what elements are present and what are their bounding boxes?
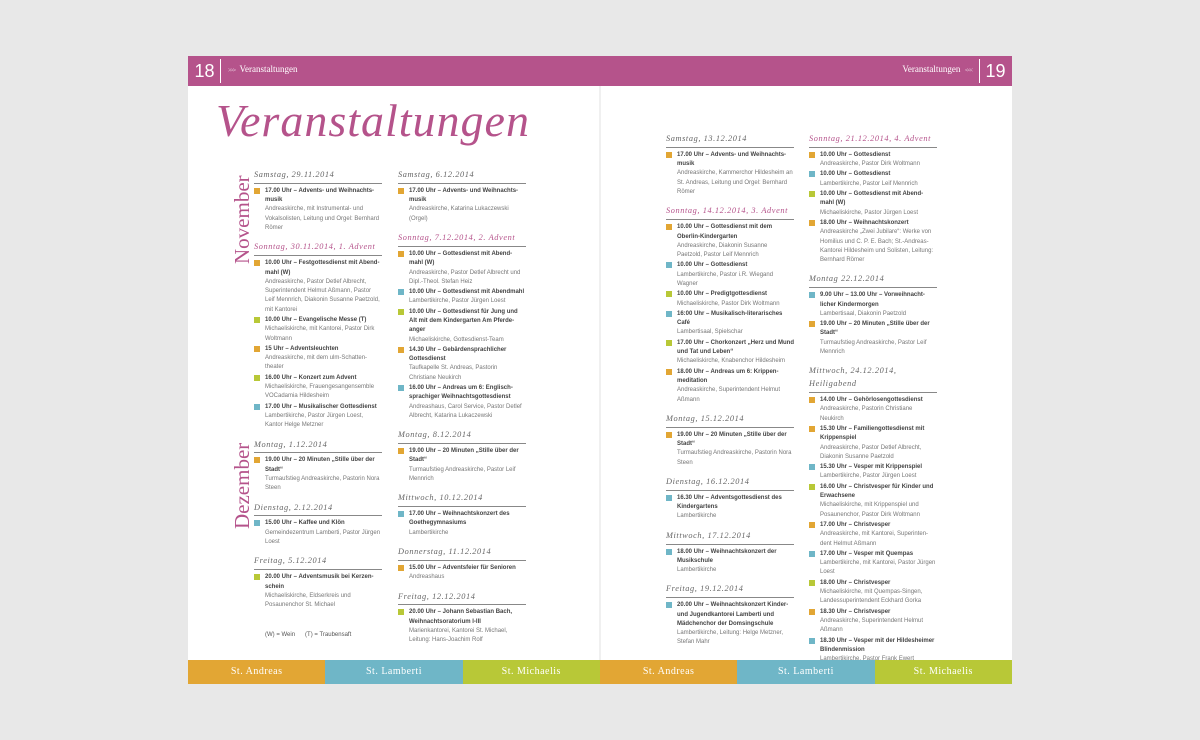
event-day xyxy=(809,365,937,664)
event-item xyxy=(809,483,937,520)
event-description: Lambertikirche, Pastor Leif Mennrich xyxy=(820,180,918,187)
day-heading: Freitag, 12.12.2014 xyxy=(398,591,526,606)
day-heading: Sonntag, 21.12.2014, 4. Advent xyxy=(809,133,937,148)
day-heading: Montag, 1.12.2014 xyxy=(254,439,382,454)
event-description: Andreaskirche, mit Kantorei, Superinten-dent Helmut Aßmann xyxy=(820,531,929,547)
event-description: Andreaskirche „Zwei Jubilare“: Werke von Homilius und C. P. E. Bach; St.-Andreas-Kantorei Hildesheim und Solisten, Leitung: Bernhard Römer xyxy=(820,229,934,264)
event-item xyxy=(398,447,526,484)
event-item xyxy=(666,548,794,576)
event-item xyxy=(666,310,794,338)
day-heading: Samstag, 13.12.2014 xyxy=(666,133,794,148)
church-color-marker xyxy=(254,317,260,323)
legend-st-andreas: St. Andreas xyxy=(188,660,325,684)
page-gutter xyxy=(599,86,601,660)
church-color-marker xyxy=(809,426,815,432)
church-color-marker xyxy=(809,220,815,226)
legend-st-andreas: St. Andreas xyxy=(600,660,737,684)
day-heading: Montag, 8.12.2014 xyxy=(398,429,526,444)
event-item xyxy=(398,308,526,345)
event-title: 14.00 Uhr – Gehörlosengottesdienst xyxy=(820,397,923,404)
event-description: Turmaufstieg Andreaskirche, Pastor Leif Mennrich xyxy=(409,466,516,482)
legend-st-lamberti: St. Lamberti xyxy=(325,660,462,684)
event-description: Michaeliskirche, Pastor Dirk Woltmann xyxy=(677,300,780,307)
day-heading: Sonntag, 30.11.2014, 1. Advent xyxy=(254,241,382,256)
church-color-marker xyxy=(809,638,815,644)
event-title: 18.30 Uhr – Christvesper xyxy=(820,608,891,615)
event-item xyxy=(398,288,526,307)
church-color-marker xyxy=(809,152,815,158)
event-day xyxy=(254,502,382,548)
event-day xyxy=(666,413,794,468)
event-description: Michaeliskirche, Pastor Jürgen Loest xyxy=(820,209,919,216)
church-color-marker xyxy=(809,522,815,528)
event-title: 15.30 Uhr – Vesper mit Krippenspiel xyxy=(820,464,923,471)
church-color-marker xyxy=(666,311,672,317)
event-description: Turmaufstieg Andreaskirche, Pastor Leif Mennrich xyxy=(820,339,927,356)
event-description: Andreaskirche, Pastor Detlef Albrecht, Superintendent Helmut Aßmann, Pastor Leif Mennrich, Diakonin Susanne Paetzold, mit Kantorei xyxy=(265,278,380,313)
legend-st-michaelis: St. Michaelis xyxy=(875,660,1012,684)
event-description: Turmaufstieg Andreaskirche, Pastorin Nora Steen xyxy=(265,476,380,492)
event-item xyxy=(254,187,382,233)
event-title: 10.00 Uhr – Gottesdienst mit Abend-mahl (W) xyxy=(409,250,513,267)
running-head-right: Veranstaltungen <<< xyxy=(902,64,972,74)
event-day xyxy=(398,492,526,538)
event-title: 19.00 Uhr – 20 Minuten „Stille über der Stadt“ xyxy=(265,457,375,473)
event-title: 15.00 Uhr – Kaffee und Klön xyxy=(265,520,345,527)
event-title: 17.00 Uhr – Advents- und Weihnachts-musik xyxy=(677,151,787,168)
event-description: Michaeliskirche, mit Krippenspiel und Posaunenchor, Pastor Dirk Woltmann xyxy=(820,502,920,518)
church-color-marker xyxy=(398,565,404,571)
church-color-marker xyxy=(398,289,404,295)
event-item xyxy=(809,579,937,607)
day-heading: Samstag, 6.12.2014 xyxy=(398,169,526,184)
day-heading: Donnerstag, 11.12.2014 xyxy=(398,546,526,561)
event-title: 10.00 Uhr – Gottesdienst xyxy=(820,151,891,158)
event-title: 10.00 Uhr – Gottesdienst mit Abendmahl xyxy=(409,289,525,296)
event-description: Lambertikirche, Pastor Jürgen Loest xyxy=(409,298,506,305)
event-title: 10.00 Uhr – Predigtgottesdienst xyxy=(677,291,768,298)
church-color-marker xyxy=(254,375,260,381)
event-item xyxy=(254,259,382,315)
event-title: 17.00 Uhr – Chorkonzert „Herz und Mund und Tat und Leben“ xyxy=(677,339,795,356)
event-description: Michaeliskirche, Gottesdienst-Team xyxy=(409,336,504,343)
event-description: Lambertikirche xyxy=(677,513,717,520)
event-day xyxy=(666,530,794,576)
event-description: Lambertikirche, Leitung: Helge Metzner, Stefan Mahr xyxy=(677,630,784,646)
event-item xyxy=(254,345,382,373)
event-description: Michaeliskirche, Frauengesangensemble VOCadamia Hildesheim xyxy=(265,384,375,400)
event-item xyxy=(809,521,937,549)
event-title: 18.00 Uhr – Andreas um 6: Krippen-meditation xyxy=(677,368,779,384)
event-description: Lambertikirche xyxy=(409,529,449,536)
event-title: 16.00 Uhr – Konzert zum Advent xyxy=(265,374,357,381)
event-day xyxy=(254,241,382,430)
day-heading: Freitag, 5.12.2014 xyxy=(254,555,382,570)
day-heading: Sonntag, 14.12.2014, 3. Advent xyxy=(666,205,794,220)
event-day xyxy=(398,232,526,421)
event-item xyxy=(809,291,937,319)
event-day xyxy=(666,205,794,405)
event-title: 10.00 Uhr – Gottesdienst mit dem Oberlin-Kindergarten xyxy=(677,224,773,240)
event-description: Andreaskirche, mit dem ulm-Schatten-theater xyxy=(265,355,368,371)
page-number-right: 19 xyxy=(979,56,1012,86)
event-title: 18.00 Uhr – Christvesper xyxy=(820,579,891,586)
event-day xyxy=(666,476,794,522)
event-item xyxy=(666,368,794,405)
event-description: Lambertikirche, mit Kantorei, Pastor Jürgen Loest xyxy=(820,560,936,576)
event-description: Andreaskirche, Pastor Detlef Albrecht, Diakonin Susanne Paetzold xyxy=(820,444,922,460)
event-description: Michaeliskirche, Eldserkreis und Posaunenchor St. Michael xyxy=(265,592,351,609)
event-title: 19.00 Uhr – 20 Minuten „Stille über der Stadt“ xyxy=(677,431,787,447)
event-item xyxy=(809,320,937,357)
day-heading: Sonntag, 7.12.2014, 2. Advent xyxy=(398,232,526,247)
event-item xyxy=(666,494,794,522)
event-day xyxy=(254,169,382,233)
event-item xyxy=(809,463,937,482)
event-item xyxy=(809,151,937,170)
event-description: Andreaskirche, Pastor Detlef Albrecht und Dipl.-Theol. Stefan Heiz xyxy=(409,269,521,285)
event-item xyxy=(666,601,794,647)
event-title: 17.00 Uhr – Christvesper xyxy=(820,521,891,528)
event-item xyxy=(809,170,937,189)
church-color-marker xyxy=(666,549,672,555)
event-item xyxy=(666,431,794,468)
event-title: 19.00 Uhr – 20 Minuten „Stille über der Stadt“ xyxy=(820,321,930,337)
event-title: 18.30 Uhr – Vesper mit der Hildesheimer Blindenmission xyxy=(820,637,935,653)
event-title: 16.00 Uhr – Andreas um 6: Englisch-sprachiger Weihnachtsgottesdienst xyxy=(409,385,513,401)
church-color-marker xyxy=(809,609,815,615)
event-title: 17.00 Uhr – Weihnachtskonzert des Goethegymnasiums xyxy=(409,511,510,527)
day-heading: Mittwoch, 24.12.2014, Heiligabend xyxy=(809,365,937,393)
event-description: Taufkapelle St. Andreas, Pastorin Christiane Neukirch xyxy=(409,365,498,381)
event-item xyxy=(398,346,526,383)
event-item xyxy=(809,425,937,462)
day-heading: Mittwoch, 10.12.2014 xyxy=(398,492,526,507)
event-description: Andreaskirche, Diakonin Susanne Paetzold, Pastor Leif Mennrich xyxy=(677,242,768,259)
month-label-november: November xyxy=(230,175,254,264)
event-title: 18.00 Uhr – Weihnachtskonzert der Musikschule xyxy=(677,548,777,564)
event-title: 19.00 Uhr – 20 Minuten „Stille über der Stadt“ xyxy=(409,448,519,464)
event-title: 9.00 Uhr – 13.00 Uhr – Vorweihnacht-licher Kindermorgen xyxy=(820,292,925,308)
event-day xyxy=(666,583,794,647)
church-color-marker xyxy=(254,260,260,266)
event-title: 20.00 Uhr – Johann Sebastian Bach, Weihnachtsoratorium I-III xyxy=(409,609,513,625)
event-title: 17.00 Uhr – Vesper mit Quempas xyxy=(820,550,914,557)
church-color-marker xyxy=(809,292,815,298)
event-item xyxy=(809,396,937,424)
event-title: 16.30 Uhr – Adventsgottesdienst des Kindergartens xyxy=(677,494,782,511)
event-title: 17.00 Uhr – Advents- und Weihnachts-musik xyxy=(409,187,519,204)
church-color-marker xyxy=(398,511,404,517)
church-color-marker xyxy=(398,448,404,454)
event-description: Michaeliskirche, mit Quempas-Singen, Landessuperintendent Eckhard Gorka xyxy=(820,589,923,605)
event-item xyxy=(398,250,526,287)
event-item xyxy=(666,290,794,309)
church-color-marker xyxy=(254,574,260,580)
day-heading: Montag, 15.12.2014 xyxy=(666,413,794,428)
event-day xyxy=(809,133,937,265)
page-number-left: 18 xyxy=(188,56,221,86)
event-title: 10.00 Uhr – Festgottesdienst mit Abend-mahl (W) xyxy=(265,260,380,276)
church-color-marker xyxy=(666,340,672,346)
church-color-marker xyxy=(809,551,815,557)
church-color-marker xyxy=(809,191,815,197)
event-description: Andreaskirche, mit Instrumental- und Vokalsolisten, Leitung und Orgel: Bernhard Römer xyxy=(265,206,380,232)
church-color-marker xyxy=(809,484,815,490)
event-description: Andreaskirche, Kammerchor Hildesheim an St. Andreas, Leitung und Orgel: Bernhard Römer xyxy=(677,170,793,196)
event-description: Andreaskirche, Pastor Dirk Woltmann xyxy=(820,161,920,168)
event-description: Lambertisaal, Spielschar xyxy=(677,329,743,336)
page-title: Veranstaltungen xyxy=(216,95,530,146)
event-item xyxy=(809,219,937,265)
church-color-marker xyxy=(666,224,672,230)
church-color-marker xyxy=(666,152,672,158)
event-item xyxy=(809,608,937,636)
church-color-marker xyxy=(666,262,672,268)
event-description: Michaeliskirche, mit Kantorei, Pastor Dirk Woltmann xyxy=(265,326,375,342)
event-item xyxy=(398,608,526,645)
day-heading: Freitag, 19.12.2014 xyxy=(666,583,794,598)
church-color-marker xyxy=(809,171,815,177)
event-title: 16.00 Uhr – Christvesper für Kinder und Erwachsene xyxy=(820,483,934,500)
event-title: 10.00 Uhr – Gottesdienst xyxy=(677,262,748,269)
event-item xyxy=(809,550,937,578)
event-item xyxy=(666,261,794,289)
event-item xyxy=(254,316,382,344)
church-color-marker xyxy=(666,602,672,608)
day-heading: Samstag, 29.11.2014 xyxy=(254,169,382,184)
event-description: Marienkantorei, Kantorei St. Michael, Leitung: Hans-Joachim Rolf xyxy=(409,627,508,644)
header-bar xyxy=(188,56,1012,86)
chevron-left-icon: <<< xyxy=(964,68,972,74)
event-day xyxy=(398,429,526,484)
church-legend-bar xyxy=(188,660,1012,684)
event-day xyxy=(254,555,382,610)
event-title: 10.00 Uhr – Gottesdienst für Jung und Alt mit dem Kindergarten Am Pferde-anger xyxy=(409,308,518,334)
event-title: 16:00 Uhr – Musikalisch-literarisches Café xyxy=(677,310,783,327)
event-description: Andreaskirche, Katarina Lukaczewski (Orgel) xyxy=(409,206,509,222)
event-description: Andreaskirche, Superintendent Helmut Aßmann xyxy=(820,617,924,634)
legend-st-lamberti: St. Lamberti xyxy=(737,660,874,684)
event-description: Turmaufstieg Andreaskirche, Pastorin Nora Steen xyxy=(677,450,792,466)
event-title: 17.00 Uhr – Musikalischer Gottesdienst xyxy=(265,403,377,410)
event-item xyxy=(398,564,526,583)
event-day xyxy=(809,273,937,357)
events-column-3 xyxy=(666,133,794,649)
event-item xyxy=(254,403,382,431)
church-color-marker xyxy=(398,609,404,615)
event-item xyxy=(254,519,382,547)
event-description: Andreashaus, Carol Service, Pastor Detlef Albrecht, Katarina Lukaczewski xyxy=(409,403,522,419)
event-item xyxy=(254,573,382,610)
event-day xyxy=(254,439,382,494)
event-item xyxy=(398,384,526,421)
event-day xyxy=(398,546,526,582)
church-color-marker xyxy=(809,321,815,327)
event-item xyxy=(254,456,382,493)
day-heading: Mittwoch, 17.12.2014 xyxy=(666,530,794,545)
event-title: 10.00 Uhr – Gottesdienst xyxy=(820,171,891,178)
church-color-marker xyxy=(254,520,260,526)
event-item xyxy=(809,190,937,218)
church-color-marker xyxy=(398,309,404,315)
event-description: Andreaskirche, Pastorin Christiane Neukirch xyxy=(820,406,913,422)
event-description: Lambertikirche, Pastor i.R. Wiegand Wagner xyxy=(677,271,774,287)
church-color-marker xyxy=(254,457,260,463)
day-heading: Montag 22.12.2014 xyxy=(809,273,937,288)
event-item xyxy=(254,374,382,402)
event-item xyxy=(398,510,526,538)
event-description: Lambertisaal, Diakonin Paetzold xyxy=(820,310,907,317)
legend-note: (W) = Wein (T) = Traubensaft xyxy=(265,632,352,638)
event-title: 20.00 Uhr – Weihnachtskonzert Kinder- und Jugendkantorei Lamberti und Mädchenchor der Domsingschule xyxy=(677,602,789,627)
church-color-marker xyxy=(809,464,815,470)
event-description: Gemeindezentrum Lamberti, Pastor Jürgen Loest xyxy=(265,529,381,546)
event-title: 14.30 Uhr – Gebärdensprachlicher Gottesdienst xyxy=(409,346,507,363)
event-title: 15.00 Uhr – Adventsfeier für Senioren xyxy=(409,564,516,571)
event-title: 20.00 Uhr – Adventsmusik bei Kerzen-schein xyxy=(265,574,374,590)
event-description: Andreashaus xyxy=(409,574,445,581)
event-day xyxy=(398,169,526,224)
event-title: 15 Uhr – Adventsleuchten xyxy=(265,345,339,352)
event-description: Lambertikirche xyxy=(677,567,717,574)
event-title: 18.00 Uhr – Weihnachtskonzert xyxy=(820,219,909,226)
church-color-marker xyxy=(254,346,260,352)
event-title: 10.00 Uhr – Evangelische Messe (T) xyxy=(265,316,367,323)
event-item xyxy=(666,151,794,197)
church-color-marker xyxy=(809,397,815,403)
chevron-right-icon: >>> xyxy=(228,68,236,74)
event-description: Lambertikirche, Pastor Jürgen Loest xyxy=(820,473,917,480)
day-heading: Dienstag, 16.12.2014 xyxy=(666,476,794,491)
events-column-2 xyxy=(398,169,526,647)
church-color-marker xyxy=(398,251,404,257)
church-color-marker xyxy=(809,580,815,586)
event-day xyxy=(666,133,794,197)
church-color-marker xyxy=(666,291,672,297)
running-head-left: >>> Veranstaltungen xyxy=(228,64,298,74)
event-item xyxy=(398,187,526,224)
event-day xyxy=(398,591,526,646)
event-description: Lambertikirche, Pastor Jürgen Loest, Kantor Helge Metzner xyxy=(265,412,364,429)
event-title: 15.30 Uhr – Familiengottesdienst mit Krippenspiel xyxy=(820,425,925,442)
day-heading: Dienstag, 2.12.2014 xyxy=(254,502,382,517)
church-color-marker xyxy=(254,404,260,410)
event-item xyxy=(666,339,794,367)
church-color-marker xyxy=(254,188,260,194)
month-label-dezember: Dezember xyxy=(230,442,254,529)
church-color-marker xyxy=(398,188,404,194)
church-color-marker xyxy=(398,347,404,353)
events-column-4 xyxy=(809,133,937,665)
events-column-1 xyxy=(254,169,382,611)
legend-st-michaelis: St. Michaelis xyxy=(463,660,600,684)
church-color-marker xyxy=(666,369,672,375)
church-color-marker xyxy=(398,385,404,391)
event-description: Michaeliskirche, Knabenchor Hildesheim xyxy=(677,358,786,365)
event-description: Andreaskirche, Superintendent Helmut Aßmann xyxy=(677,387,781,403)
event-item xyxy=(666,223,794,260)
church-color-marker xyxy=(666,495,672,501)
event-title: 17.00 Uhr – Advents- und Weihnachts-musik xyxy=(265,187,375,204)
brochure-spread xyxy=(188,56,1012,684)
event-title: 10.00 Uhr – Gottesdienst mit Abend-mahl (W) xyxy=(820,191,924,207)
church-color-marker xyxy=(666,432,672,438)
